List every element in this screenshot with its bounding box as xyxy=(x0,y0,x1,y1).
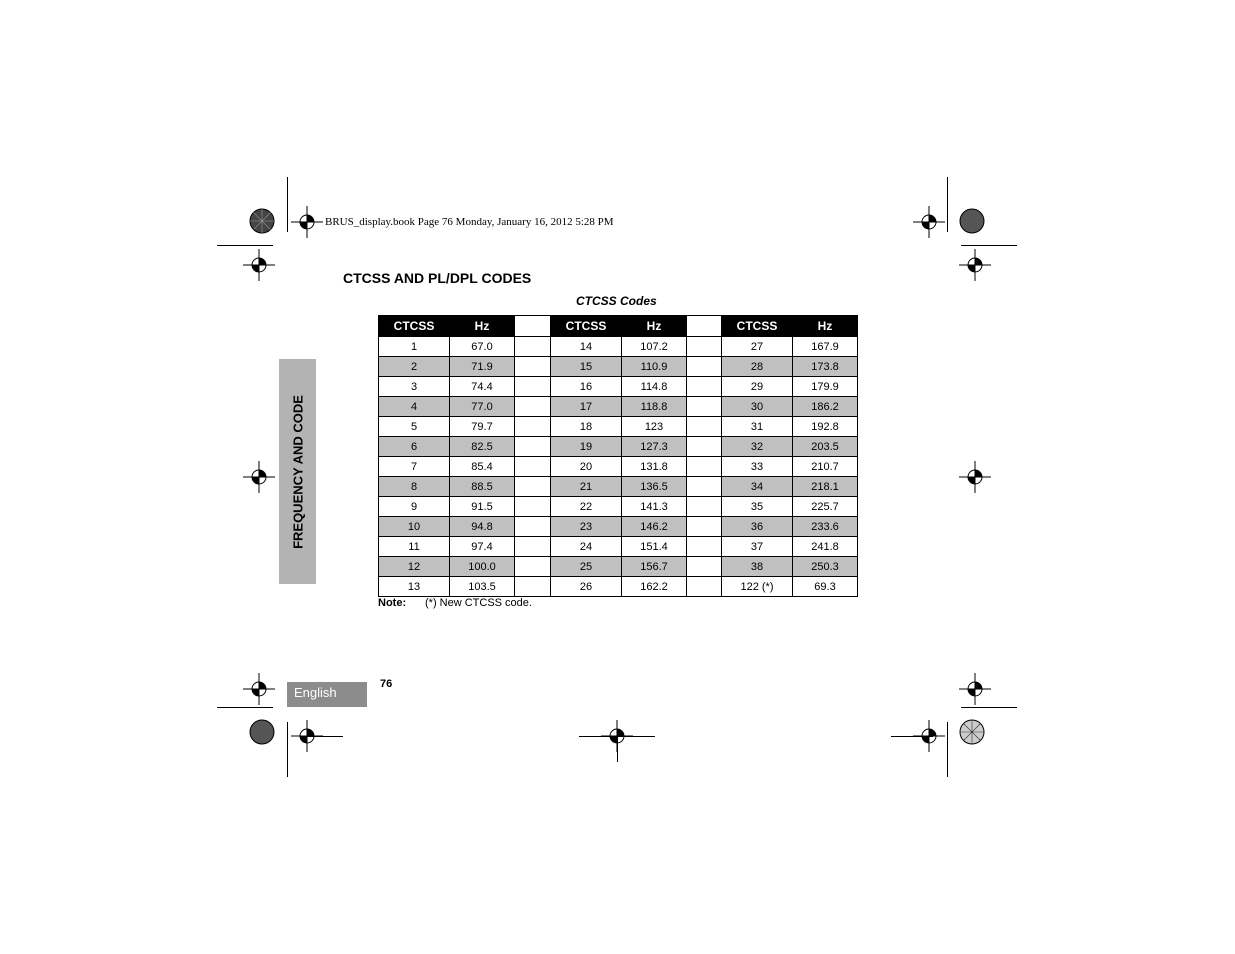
column-gap xyxy=(687,316,722,337)
hz-value-cell: 103.5 xyxy=(450,577,515,597)
hz-value-cell: 94.8 xyxy=(450,517,515,537)
table-row xyxy=(379,557,858,577)
table-caption: CTCSS Codes xyxy=(576,294,657,308)
hz-value-cell: 79.7 xyxy=(450,417,515,437)
table-header-row xyxy=(379,316,858,337)
star-target-icon xyxy=(249,719,275,745)
crop-line xyxy=(287,177,288,232)
ctcss-table xyxy=(378,315,858,597)
column-header: CTCSS xyxy=(379,316,450,337)
ctcss-code-cell: 30 xyxy=(722,397,793,417)
hz-value-cell: 110.9 xyxy=(622,357,687,377)
hz-value-cell: 210.7 xyxy=(793,457,858,477)
registration-mark-icon xyxy=(243,249,275,281)
column-gap xyxy=(515,557,551,577)
book-header: BRUS_display.book Page 76 Monday, January 16, 2012 5:28 PM xyxy=(325,216,614,228)
hz-value-cell: 241.8 xyxy=(793,537,858,557)
ctcss-code-cell: 26 xyxy=(551,577,622,597)
ctcss-code-cell: 38 xyxy=(722,557,793,577)
column-gap xyxy=(687,377,722,397)
side-tab xyxy=(279,359,316,584)
column-gap xyxy=(687,397,722,417)
hz-value-cell: 118.8 xyxy=(622,397,687,417)
ctcss-code-cell: 37 xyxy=(722,537,793,557)
column-gap xyxy=(687,337,722,357)
ctcss-code-cell: 12 xyxy=(379,557,450,577)
column-gap xyxy=(687,477,722,497)
crop-line xyxy=(961,245,1017,246)
ctcss-code-cell: 7 xyxy=(379,457,450,477)
hz-value-cell: 88.5 xyxy=(450,477,515,497)
hz-value-cell: 77.0 xyxy=(450,397,515,417)
ctcss-code-cell: 14 xyxy=(551,337,622,357)
column-gap xyxy=(515,517,551,537)
table-note xyxy=(378,597,532,609)
hz-value-cell: 136.5 xyxy=(622,477,687,497)
registration-mark-icon xyxy=(959,461,991,493)
ctcss-code-cell: 22 xyxy=(551,497,622,517)
table-row xyxy=(379,417,858,437)
column-gap xyxy=(687,457,722,477)
crop-line xyxy=(617,736,618,762)
column-gap xyxy=(515,437,551,457)
ctcss-code-cell: 2 xyxy=(379,357,450,377)
hz-value-cell: 100.0 xyxy=(450,557,515,577)
note-label: Note: xyxy=(378,597,407,609)
table-row xyxy=(379,577,858,597)
registration-mark-icon xyxy=(243,673,275,705)
ctcss-code-cell: 5 xyxy=(379,417,450,437)
table-row xyxy=(379,337,858,357)
column-gap xyxy=(687,537,722,557)
column-gap xyxy=(515,357,551,377)
ctcss-code-cell: 15 xyxy=(551,357,622,377)
hz-value-cell: 127.3 xyxy=(622,437,687,457)
ctcss-code-cell: 122 (*) xyxy=(722,577,793,597)
column-header: Hz xyxy=(622,316,687,337)
column-header: Hz xyxy=(793,316,858,337)
ctcss-code-cell: 31 xyxy=(722,417,793,437)
hz-value-cell: 69.3 xyxy=(793,577,858,597)
crop-line xyxy=(961,707,1017,708)
table-row xyxy=(379,457,858,477)
ctcss-code-cell: 21 xyxy=(551,477,622,497)
hz-value-cell: 173.8 xyxy=(793,357,858,377)
registration-mark-icon xyxy=(959,249,991,281)
side-tab-label: FREQUENCY AND CODE xyxy=(290,394,305,549)
star-target-icon xyxy=(959,208,985,234)
table-row xyxy=(379,497,858,517)
column-gap xyxy=(687,577,722,597)
hz-value-cell: 74.4 xyxy=(450,377,515,397)
hz-value-cell: 162.2 xyxy=(622,577,687,597)
ctcss-code-cell: 8 xyxy=(379,477,450,497)
hz-value-cell: 146.2 xyxy=(622,517,687,537)
table-row xyxy=(379,477,858,497)
crop-line xyxy=(891,736,933,737)
column-header: CTCSS xyxy=(722,316,793,337)
hz-value-cell: 218.1 xyxy=(793,477,858,497)
ctcss-code-cell: 3 xyxy=(379,377,450,397)
star-target-icon xyxy=(249,208,275,234)
ctcss-code-cell: 9 xyxy=(379,497,450,517)
ctcss-code-cell: 11 xyxy=(379,537,450,557)
ctcss-code-cell: 28 xyxy=(722,357,793,377)
column-gap xyxy=(687,357,722,377)
ctcss-code-cell: 18 xyxy=(551,417,622,437)
column-gap xyxy=(687,497,722,517)
hz-value-cell: 203.5 xyxy=(793,437,858,457)
hz-value-cell: 123 xyxy=(622,417,687,437)
registration-mark-icon xyxy=(291,206,323,238)
column-gap xyxy=(515,497,551,517)
ctcss-code-cell: 6 xyxy=(379,437,450,457)
ctcss-code-cell: 17 xyxy=(551,397,622,417)
hz-value-cell: 97.4 xyxy=(450,537,515,557)
ctcss-code-cell: 20 xyxy=(551,457,622,477)
registration-mark-icon xyxy=(243,461,275,493)
hz-value-cell: 114.8 xyxy=(622,377,687,397)
hz-value-cell: 85.4 xyxy=(450,457,515,477)
hz-value-cell: 192.8 xyxy=(793,417,858,437)
hz-value-cell: 233.6 xyxy=(793,517,858,537)
ctcss-code-cell: 23 xyxy=(551,517,622,537)
hz-value-cell: 131.8 xyxy=(622,457,687,477)
ctcss-code-cell: 25 xyxy=(551,557,622,577)
hz-value-cell: 225.7 xyxy=(793,497,858,517)
language-tab: English xyxy=(287,682,367,707)
column-gap xyxy=(515,537,551,557)
ctcss-code-cell: 10 xyxy=(379,517,450,537)
ctcss-code-cell: 24 xyxy=(551,537,622,557)
hz-value-cell: 167.9 xyxy=(793,337,858,357)
hz-value-cell: 186.2 xyxy=(793,397,858,417)
column-gap xyxy=(515,417,551,437)
ctcss-code-cell: 4 xyxy=(379,397,450,417)
column-gap xyxy=(687,417,722,437)
note-text: (*) New CTCSS code. xyxy=(425,597,532,609)
hz-value-cell: 151.4 xyxy=(622,537,687,557)
column-gap xyxy=(687,437,722,457)
crop-line xyxy=(947,177,948,232)
table-row xyxy=(379,397,858,417)
hz-value-cell: 107.2 xyxy=(622,337,687,357)
ctcss-code-cell: 36 xyxy=(722,517,793,537)
section-title: CTCSS AND PL/DPL CODES xyxy=(343,270,532,286)
table-row xyxy=(379,357,858,377)
crop-line xyxy=(217,707,273,708)
registration-mark-icon xyxy=(913,206,945,238)
hz-value-cell: 67.0 xyxy=(450,337,515,357)
star-target-icon xyxy=(959,719,985,745)
hz-value-cell: 156.7 xyxy=(622,557,687,577)
ctcss-code-cell: 1 xyxy=(379,337,450,357)
crop-line xyxy=(217,245,273,246)
column-gap xyxy=(687,517,722,537)
column-gap xyxy=(515,316,551,337)
column-gap xyxy=(515,477,551,497)
registration-mark-icon xyxy=(959,673,991,705)
ctcss-code-cell: 32 xyxy=(722,437,793,457)
ctcss-code-cell: 19 xyxy=(551,437,622,457)
table-row xyxy=(379,437,858,457)
column-gap xyxy=(515,377,551,397)
column-gap xyxy=(515,337,551,357)
column-gap xyxy=(515,397,551,417)
column-gap xyxy=(515,457,551,477)
ctcss-code-cell: 35 xyxy=(722,497,793,517)
hz-value-cell: 91.5 xyxy=(450,497,515,517)
ctcss-code-cell: 27 xyxy=(722,337,793,357)
ctcss-code-cell: 34 xyxy=(722,477,793,497)
ctcss-code-cell: 13 xyxy=(379,577,450,597)
ctcss-code-cell: 29 xyxy=(722,377,793,397)
table-body xyxy=(379,337,858,597)
hz-value-cell: 82.5 xyxy=(450,437,515,457)
column-header: CTCSS xyxy=(551,316,622,337)
column-gap xyxy=(687,557,722,577)
crop-line xyxy=(287,722,288,777)
crop-line xyxy=(301,736,343,737)
table-row xyxy=(379,537,858,557)
page-number: 76 xyxy=(380,678,393,690)
crop-line xyxy=(947,722,948,777)
hz-value-cell: 71.9 xyxy=(450,357,515,377)
hz-value-cell: 141.3 xyxy=(622,497,687,517)
hz-value-cell: 179.9 xyxy=(793,377,858,397)
table-row xyxy=(379,517,858,537)
hz-value-cell: 250.3 xyxy=(793,557,858,577)
column-header: Hz xyxy=(450,316,515,337)
column-gap xyxy=(515,577,551,597)
ctcss-code-cell: 33 xyxy=(722,457,793,477)
table-row xyxy=(379,377,858,397)
ctcss-code-cell: 16 xyxy=(551,377,622,397)
